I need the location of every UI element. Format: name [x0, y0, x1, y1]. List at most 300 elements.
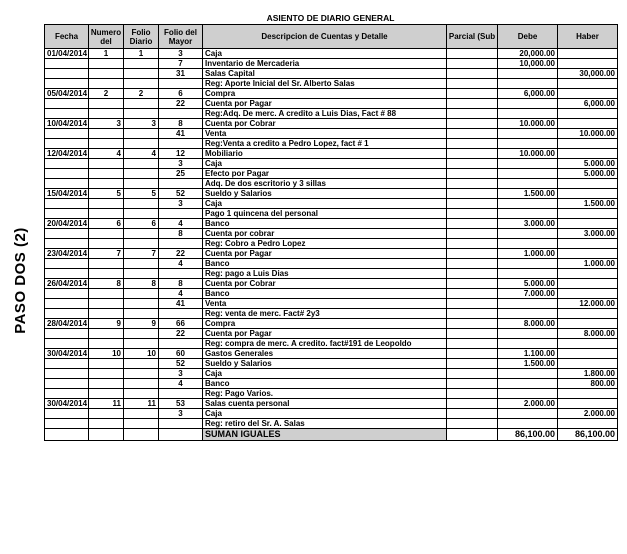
table-row	[45, 99, 618, 109]
table-row	[45, 329, 618, 339]
cell-parcial	[447, 319, 498, 329]
cell-debe	[498, 339, 558, 349]
cell-folio-diario	[124, 159, 159, 169]
cell-numero: 4	[89, 149, 124, 159]
cell-parcial	[447, 399, 498, 409]
cell-folio-diario	[124, 169, 159, 179]
cell-folio-diario: 4	[124, 149, 159, 159]
total-row	[45, 429, 618, 441]
cell-folio-mayor: 22	[159, 249, 203, 259]
cell-debe: 8.000.00	[498, 319, 558, 329]
cell-debe: 1.500.00	[498, 359, 558, 369]
table-row	[45, 209, 618, 219]
cell-descripcion: Sueldo y Salarios	[203, 359, 447, 369]
cell-debe	[498, 229, 558, 239]
cell-fecha	[45, 329, 89, 339]
total-empty-cell	[124, 429, 159, 441]
cell-descripcion: Compra	[203, 319, 447, 329]
cell-folio-mayor: 52	[159, 359, 203, 369]
cell-descripcion: Compra	[203, 89, 447, 99]
cell-debe	[498, 79, 558, 89]
cell-descripcion: Salas cuenta personal	[203, 399, 447, 409]
cell-folio-diario: 9	[124, 319, 159, 329]
total-label: SUMAN IGUALES	[203, 429, 447, 441]
cell-descripcion: Reg:Venta a credito a Pedro Lopez, fact # 1	[203, 139, 447, 149]
cell-numero	[89, 139, 124, 149]
cell-numero: 1	[89, 49, 124, 59]
cell-parcial	[447, 309, 498, 319]
cell-debe: 10,000.00	[498, 59, 558, 69]
header-numero: Numero del	[89, 25, 124, 49]
cell-numero	[89, 389, 124, 399]
cell-fecha	[45, 379, 89, 389]
cell-folio-mayor: 6	[159, 89, 203, 99]
cell-descripcion: Reg: venta de merc. Fact# 2y3	[203, 309, 447, 319]
cell-parcial	[447, 119, 498, 129]
cell-folio-mayor: 3	[159, 369, 203, 379]
cell-numero	[89, 179, 124, 189]
cell-descripcion: Cuenta por Pagar	[203, 329, 447, 339]
cell-descripcion: Salas Capital	[203, 69, 447, 79]
cell-descripcion: Cuenta por Pagar	[203, 99, 447, 109]
cell-descripcion: Cuenta por cobrar	[203, 229, 447, 239]
cell-folio-diario: 8	[124, 279, 159, 289]
cell-descripcion: Caja	[203, 409, 447, 419]
cell-folio-diario: 6	[124, 219, 159, 229]
cell-parcial	[447, 219, 498, 229]
cell-parcial	[447, 369, 498, 379]
cell-descripcion: Venta	[203, 299, 447, 309]
cell-folio-diario	[124, 129, 159, 139]
cell-folio-mayor: 7	[159, 59, 203, 69]
cell-debe	[498, 389, 558, 399]
cell-numero	[89, 229, 124, 239]
cell-fecha	[45, 79, 89, 89]
cell-haber	[558, 219, 618, 229]
cell-numero: 8	[89, 279, 124, 289]
cell-descripcion: Cuenta por Pagar	[203, 249, 447, 259]
table-row	[45, 69, 618, 79]
cell-folio-mayor: 3	[159, 159, 203, 169]
cell-numero	[89, 259, 124, 269]
cell-debe: 7.000.00	[498, 289, 558, 299]
cell-descripcion: Reg: compra de merc. A credito. fact#191 de Leopoldo	[203, 339, 447, 349]
cell-folio-diario	[124, 299, 159, 309]
cell-folio-mayor: 52	[159, 189, 203, 199]
cell-folio-diario	[124, 109, 159, 119]
table-row	[45, 419, 618, 429]
table-row	[45, 169, 618, 179]
cell-haber	[558, 89, 618, 99]
cell-folio-diario	[124, 409, 159, 419]
table-row	[45, 339, 618, 349]
cell-folio-mayor	[159, 239, 203, 249]
cell-folio-diario: 2	[124, 89, 159, 99]
cell-folio-diario	[124, 229, 159, 239]
table-row	[45, 239, 618, 249]
cell-debe: 1.100.00	[498, 349, 558, 359]
cell-debe	[498, 209, 558, 219]
cell-parcial	[447, 159, 498, 169]
cell-descripcion: Reg: pago a Luis Dias	[203, 269, 447, 279]
cell-folio-diario	[124, 359, 159, 369]
total-haber: 86,100.00	[558, 429, 618, 441]
cell-fecha	[45, 199, 89, 209]
cell-numero	[89, 79, 124, 89]
table-row	[45, 399, 618, 409]
page-title: ASIENTO DE DIARIO GENERAL	[266, 13, 395, 23]
cell-haber: 3.000.00	[558, 229, 618, 239]
cell-haber: 1.800.00	[558, 369, 618, 379]
cell-fecha	[45, 229, 89, 239]
cell-numero	[89, 409, 124, 419]
cell-folio-mayor: 4	[159, 379, 203, 389]
cell-parcial	[447, 259, 498, 269]
cell-haber: 800.00	[558, 379, 618, 389]
cell-haber	[558, 59, 618, 69]
cell-debe	[498, 309, 558, 319]
header-fecha: Fecha	[45, 25, 89, 49]
total-debe: 86,100.00	[498, 429, 558, 441]
cell-folio-mayor: 4	[159, 219, 203, 229]
cell-numero	[89, 359, 124, 369]
cell-parcial	[447, 189, 498, 199]
table-row	[45, 349, 618, 359]
cell-haber	[558, 49, 618, 59]
cell-folio-mayor: 3	[159, 199, 203, 209]
cell-fecha	[45, 129, 89, 139]
cell-fecha	[45, 359, 89, 369]
cell-numero	[89, 129, 124, 139]
cell-folio-mayor: 8	[159, 229, 203, 239]
table-row	[45, 289, 618, 299]
cell-haber	[558, 289, 618, 299]
cell-folio-diario	[124, 99, 159, 109]
table-row	[45, 119, 618, 129]
cell-folio-mayor	[159, 309, 203, 319]
total-empty-cell	[447, 429, 498, 441]
cell-parcial	[447, 389, 498, 399]
cell-descripcion: Banco	[203, 219, 447, 229]
cell-folio-mayor: 12	[159, 149, 203, 159]
cell-haber	[558, 209, 618, 219]
table-row	[45, 139, 618, 149]
cell-descripcion: Reg: Aporte Inicial del Sr. Alberto Salas	[203, 79, 447, 89]
cell-numero	[89, 339, 124, 349]
cell-folio-mayor	[159, 179, 203, 189]
cell-folio-mayor: 8	[159, 119, 203, 129]
table-row	[45, 279, 618, 289]
table-row	[45, 359, 618, 369]
cell-numero: 6	[89, 219, 124, 229]
table-row	[45, 179, 618, 189]
cell-debe: 1.000.00	[498, 249, 558, 259]
cell-parcial	[447, 339, 498, 349]
cell-numero	[89, 269, 124, 279]
cell-debe	[498, 109, 558, 119]
cell-haber	[558, 189, 618, 199]
cell-parcial	[447, 329, 498, 339]
cell-debe	[498, 419, 558, 429]
cell-fecha	[45, 339, 89, 349]
cell-parcial	[447, 79, 498, 89]
cell-numero	[89, 209, 124, 219]
cell-folio-diario: 3	[124, 119, 159, 129]
table-row	[45, 129, 618, 139]
table-row	[45, 109, 618, 119]
cell-descripcion: Efecto por Pagar	[203, 169, 447, 179]
cell-haber: 6,000.00	[558, 99, 618, 109]
cell-parcial	[447, 169, 498, 179]
cell-debe	[498, 239, 558, 249]
cell-debe	[498, 199, 558, 209]
cell-parcial	[447, 199, 498, 209]
cell-folio-mayor: 4	[159, 289, 203, 299]
cell-debe: 6,000.00	[498, 89, 558, 99]
cell-debe	[498, 169, 558, 179]
table-row	[45, 389, 618, 399]
table-row	[45, 249, 618, 259]
table-row	[45, 379, 618, 389]
cell-parcial	[447, 229, 498, 239]
cell-folio-diario	[124, 419, 159, 429]
cell-fecha	[45, 299, 89, 309]
cell-parcial	[447, 129, 498, 139]
cell-folio-diario	[124, 139, 159, 149]
cell-parcial	[447, 359, 498, 369]
cell-descripcion: Adq. De dos escritorio y 3 sillas	[203, 179, 447, 189]
cell-descripcion: Reg:Adq. De merc. A credito a Luis Dias, Fact # 88	[203, 109, 447, 119]
cell-numero	[89, 379, 124, 389]
cell-folio-diario	[124, 179, 159, 189]
cell-folio-diario	[124, 329, 159, 339]
cell-folio-mayor: 53	[159, 399, 203, 409]
cell-haber: 10.000.00	[558, 129, 618, 139]
cell-folio-diario	[124, 199, 159, 209]
cell-folio-diario	[124, 69, 159, 79]
cell-parcial	[447, 89, 498, 99]
cell-fecha: 12/04/2014	[45, 149, 89, 159]
cell-haber	[558, 419, 618, 429]
cell-fecha: 26/04/2014	[45, 279, 89, 289]
cell-haber: 5.000.00	[558, 159, 618, 169]
cell-parcial	[447, 349, 498, 359]
cell-debe	[498, 379, 558, 389]
cell-fecha	[45, 269, 89, 279]
cell-numero: 10	[89, 349, 124, 359]
cell-parcial	[447, 149, 498, 159]
cell-folio-mayor: 8	[159, 279, 203, 289]
cell-folio-mayor	[159, 339, 203, 349]
cell-parcial	[447, 279, 498, 289]
cell-numero	[89, 289, 124, 299]
cell-fecha	[45, 109, 89, 119]
cell-fecha	[45, 419, 89, 429]
table-row	[45, 159, 618, 169]
cell-debe	[498, 269, 558, 279]
cell-descripcion: Inventario de Mercaderia	[203, 59, 447, 69]
cell-debe	[498, 299, 558, 309]
cell-folio-diario	[124, 369, 159, 379]
cell-folio-diario	[124, 269, 159, 279]
cell-parcial	[447, 249, 498, 259]
table-row	[45, 299, 618, 309]
cell-haber	[558, 349, 618, 359]
cell-folio-mayor: 3	[159, 409, 203, 419]
cell-descripcion: Gastos Generales	[203, 349, 447, 359]
cell-debe: 10.000.00	[498, 149, 558, 159]
cell-descripcion: Caja	[203, 49, 447, 59]
cell-haber	[558, 339, 618, 349]
cell-folio-diario	[124, 289, 159, 299]
cell-descripcion: Reg: retiro del Sr. A. Salas	[203, 419, 447, 429]
cell-fecha	[45, 259, 89, 269]
cell-descripcion: Caja	[203, 369, 447, 379]
cell-debe	[498, 129, 558, 139]
cell-parcial	[447, 419, 498, 429]
cell-haber: 12.000.00	[558, 299, 618, 309]
cell-haber: 30,000.00	[558, 69, 618, 79]
cell-numero	[89, 299, 124, 309]
table-row	[45, 309, 618, 319]
total-empty-cell	[159, 429, 203, 441]
cell-numero: 3	[89, 119, 124, 129]
cell-haber	[558, 249, 618, 259]
cell-parcial	[447, 209, 498, 219]
cell-fecha	[45, 69, 89, 79]
cell-debe: 3.000.00	[498, 219, 558, 229]
cell-descripcion: Venta	[203, 129, 447, 139]
cell-folio-diario	[124, 389, 159, 399]
cell-fecha	[45, 409, 89, 419]
cell-descripcion: Reg: Pago Varios.	[203, 389, 447, 399]
table-row	[45, 259, 618, 269]
cell-debe	[498, 329, 558, 339]
cell-folio-mayor: 41	[159, 299, 203, 309]
cell-folio-diario: 11	[124, 399, 159, 409]
cell-folio-diario: 10	[124, 349, 159, 359]
cell-folio-mayor	[159, 79, 203, 89]
cell-numero	[89, 59, 124, 69]
cell-descripcion: Banco	[203, 379, 447, 389]
table-row	[45, 269, 618, 279]
cell-debe	[498, 179, 558, 189]
cell-fecha: 01/04/2014	[45, 49, 89, 59]
cell-debe	[498, 99, 558, 109]
cell-numero: 2	[89, 89, 124, 99]
cell-parcial	[447, 269, 498, 279]
total-empty-cell	[45, 429, 89, 441]
cell-fecha	[45, 369, 89, 379]
cell-fecha	[45, 139, 89, 149]
cell-haber	[558, 119, 618, 129]
cell-numero	[89, 329, 124, 339]
table-row	[45, 149, 618, 159]
cell-numero	[89, 159, 124, 169]
cell-folio-diario	[124, 79, 159, 89]
cell-numero	[89, 99, 124, 109]
side-label	[2, 200, 38, 360]
cell-fecha	[45, 389, 89, 399]
cell-folio-diario: 1	[124, 49, 159, 59]
cell-fecha	[45, 59, 89, 69]
cell-parcial	[447, 289, 498, 299]
header-parcial: Parcial (Sub	[447, 25, 498, 49]
cell-fecha	[45, 209, 89, 219]
cell-haber: 5.000.00	[558, 169, 618, 179]
cell-descripcion: Sueldo y Salarios	[203, 189, 447, 199]
header-row	[45, 25, 618, 49]
cell-numero: 7	[89, 249, 124, 259]
header-haber: Haber	[558, 25, 618, 49]
cell-folio-mayor: 66	[159, 319, 203, 329]
cell-parcial	[447, 109, 498, 119]
cell-debe	[498, 409, 558, 419]
cell-haber	[558, 319, 618, 329]
journal-body	[45, 49, 618, 429]
cell-haber	[558, 359, 618, 369]
table-row	[45, 79, 618, 89]
table-row	[45, 49, 618, 59]
cell-folio-diario	[124, 309, 159, 319]
table-row	[45, 369, 618, 379]
cell-debe	[498, 369, 558, 379]
table-row	[45, 219, 618, 229]
cell-numero: 9	[89, 319, 124, 329]
cell-debe	[498, 259, 558, 269]
cell-debe: 1.500.00	[498, 189, 558, 199]
cell-parcial	[447, 379, 498, 389]
cell-parcial	[447, 409, 498, 419]
cell-folio-mayor: 22	[159, 99, 203, 109]
cell-fecha: 30/04/2014	[45, 349, 89, 359]
cell-haber	[558, 139, 618, 149]
cell-folio-mayor	[159, 209, 203, 219]
cell-descripcion: Pago 1 quincena del personal	[203, 209, 447, 219]
cell-folio-diario	[124, 379, 159, 389]
cell-folio-mayor: 22	[159, 329, 203, 339]
cell-descripcion: Banco	[203, 289, 447, 299]
cell-haber	[558, 179, 618, 189]
cell-folio-mayor	[159, 109, 203, 119]
cell-debe	[498, 139, 558, 149]
cell-fecha	[45, 99, 89, 109]
cell-descripcion: Caja	[203, 199, 447, 209]
cell-haber	[558, 109, 618, 119]
cell-numero	[89, 109, 124, 119]
table-row	[45, 89, 618, 99]
cell-descripcion: Cuenta por Cobrar	[203, 279, 447, 289]
cell-numero	[89, 199, 124, 209]
cell-folio-mayor: 41	[159, 129, 203, 139]
table-row	[45, 199, 618, 209]
cell-fecha: 05/04/2014	[45, 89, 89, 99]
cell-fecha: 30/04/2014	[45, 399, 89, 409]
side-label-text: PASO DOS (2)	[11, 226, 29, 334]
table-row	[45, 319, 618, 329]
header-folio-diario: Folio Diario	[124, 25, 159, 49]
cell-folio-mayor	[159, 419, 203, 429]
cell-parcial	[447, 179, 498, 189]
header-debe: Debe	[498, 25, 558, 49]
cell-folio-diario	[124, 259, 159, 269]
cell-folio-mayor: 4	[159, 259, 203, 269]
cell-fecha	[45, 239, 89, 249]
cell-folio-mayor	[159, 139, 203, 149]
cell-haber	[558, 269, 618, 279]
cell-folio-diario	[124, 339, 159, 349]
cell-descripcion: Reg: Cobro a Pedro Lopez	[203, 239, 447, 249]
